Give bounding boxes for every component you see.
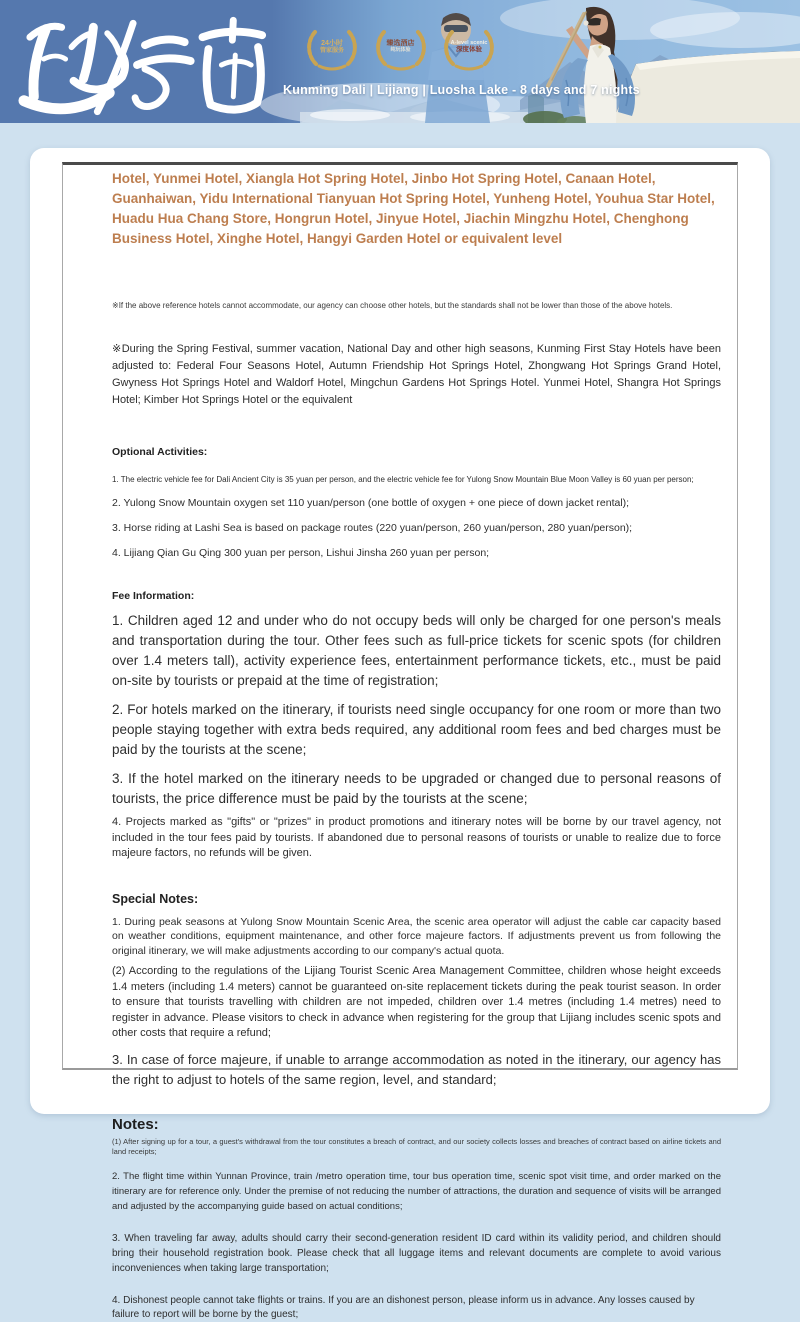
badge-deep-experience xyxy=(440,27,498,71)
document-page xyxy=(62,162,738,1320)
special-note-item: (2) According to the regulations of the Lijiang Tourist Scenic Area Management Committee, children whose height exceeds 1.4 meters (including 1.4 meters) cannot be guaranteed on-site replacement tickets during the peak tourist season. In order to ensure that tourists travelling with children are not impeded, children over 1.4 metres (including 1.4 metres) need to register in advance. Please visitors to check in advance when registering for the group that Lijiang includes scenic spots and other costs that require a refund; xyxy=(112,965,721,1039)
banner-route-title: Kunming Dali | Lijiang | Luosha Lake - 8 days and 7 nights xyxy=(283,83,640,97)
notes-heading: Notes: xyxy=(112,1115,159,1133)
optional-activity-item: 1. The electric vehicle fee for Dali Ancient City is 35 yuan per person, and the electric vehicle fee for Yulong Snow Mountain Blue Moon Valley is 60 yuan per person; xyxy=(112,475,694,484)
hotel-list-paragraph: Hotel, Yunmei Hotel, Xiangla Hot Spring Hotel, Jinbo Hot Spring Hotel, Canaan Hotel, Guanhaiwan, Yidu International Tianyuan Hot Spring Hotel, Yunheng Hotel, Youhua Star Hotel, Huadu Hua Chang Store, Hongrun Hotel, Jinyue Hotel, Jiachin Mingzhu Hotel, Chenghong Business Hotel, Xinghe Hotel, Hangyi Garden Hotel or equivalent level xyxy=(112,171,715,246)
badge-line1: 臻选酒店 xyxy=(386,40,415,48)
note-item: 3. When traveling far away, adults should carry their second-generation resident ID card within its validity period, and children should bring their household registration book. Please check that all luggage items and relevant documents are complete to avoid various inconveniences when taking large transportation; xyxy=(112,1232,721,1274)
fee-item: 1. Children aged 12 and under who do not occupy beds will only be charged for one person's meals and transportation during the tour. Other fees such as full-price tickets for scenic spots (for children over 1.4 meters tall), activity experience fees, entertainment performance tickets, etc., must be paid on-site by tourists or prepaid at the time of registration; xyxy=(112,613,721,688)
document-card xyxy=(30,148,770,1320)
calligraphy-logo xyxy=(14,6,272,118)
badge-select-hotels xyxy=(372,27,430,71)
badge-line1: 24小时 xyxy=(321,39,343,47)
fee-item: 4. Projects marked as "gifts" or "prizes" in product promotions and itinerary notes will be borne by our travel agency, not included in the tour fees paid by tourists. If abandoned due to personal reasons of tourists or unable to realize due to force majeure factors, no refunds will be given. xyxy=(112,816,721,859)
season-adjustment-note: ※During the Spring Festival, summer vacation, National Day and other high seasons, Kunming First Stay Hotels have been adjusted to: Federal Four Seasons Hotel, Autumn Friendship Hot Springs Hotel, Zhongwang Hot Springs Grand Hotel, Gwyness Hot Springs Hotel and Waldorf Hotel, Mingchun Gardens Hot Springs Hotel. Yunmei Hotel, Shangra Hot Springs Hotel; Kimber Hot Springs Hotel or the equivalent xyxy=(112,343,721,406)
special-notes-heading: Special Notes: xyxy=(112,891,199,906)
fee-item: 3. If the hotel marked on the itinerary needs to be upgraded or changed due to personal reasons of tourists, the price difference must be paid by the tourists at the scene; xyxy=(112,771,721,806)
optional-activity-item: 3. Horse riding at Lashi Sea is based on package routes (220 yuan/person, 260 yuan/person, 280 yuan/person); xyxy=(112,522,633,534)
fee-information-heading: Fee Information: xyxy=(112,590,195,602)
optional-activity-item: 2. Yulong Snow Mountain oxygen set 110 yuan/person (one bottle of oxygen + one piece of down jacket rental); xyxy=(112,497,630,509)
fee-item: 2. For hotels marked on the itinerary, if tourists need single occupancy for one room or more than two people staying together with extra beds required, any additional room fees and bed charges must be paid by the tourists at the scene; xyxy=(112,702,721,757)
badge-line2: 深度体验 xyxy=(456,46,482,54)
note-item: (1) After signing up for a tour, a guest's withdrawal from the tour constitutes a breach of contract, and our society collects losses and breaches of contract based on airline tickets and land receipts; xyxy=(112,1136,721,1156)
note-item: 4. Dishonest people cannot take flights or trains. If you are an dishonest person, please inform us in advance. Any losses caused by failure to report will be borne by the guest; xyxy=(112,1294,695,1320)
hotel-note: ※If the above reference hotels cannot accommodate, our agency can choose other hotels, but the standards shall not be lower than those of the above hotels. xyxy=(112,301,673,310)
special-note-item: 3. In case of force majeure, if unable to arrange accommodation as noted in the itinerary, our agency has the right to adjust to hotels of the same region, level, and standard; xyxy=(112,1051,721,1087)
badge-line2: 管家服务 xyxy=(319,47,344,54)
award-badges xyxy=(303,27,498,71)
hero-banner xyxy=(0,0,800,123)
optional-activities-heading: Optional Activities: xyxy=(112,446,208,458)
badge-line1: A-level scenic xyxy=(450,40,488,47)
note-item: 2. The flight time within Yunnan Province, train /metro operation time, tour bus operation time, scenic spot visit time, and order marked on the itinerary are for reference only. Under the premise of not reducing the number of attractions, the duration and sequence of visits will be arranged and adjusted by the accompanying guide based on actual conditions; xyxy=(112,1170,721,1212)
special-note-item: 1. During peak seasons at Yulong Snow Mountain Scenic Area, the scenic area operator will adjust the cable car capacity based on weather conditions, equipment maintenance, and other force majeure factors. If adjustments prevent us from following the original itinerary, we will make adjustments according to our company's actual quota. xyxy=(112,915,721,957)
optional-activity-item: 4. Lijiang Qian Gu Qing 300 yuan per person, Lishui Jinsha 260 yuan per person; xyxy=(112,547,490,559)
badge-24h-service xyxy=(303,27,361,71)
badge-line2: 纯玩体验 xyxy=(390,47,411,54)
